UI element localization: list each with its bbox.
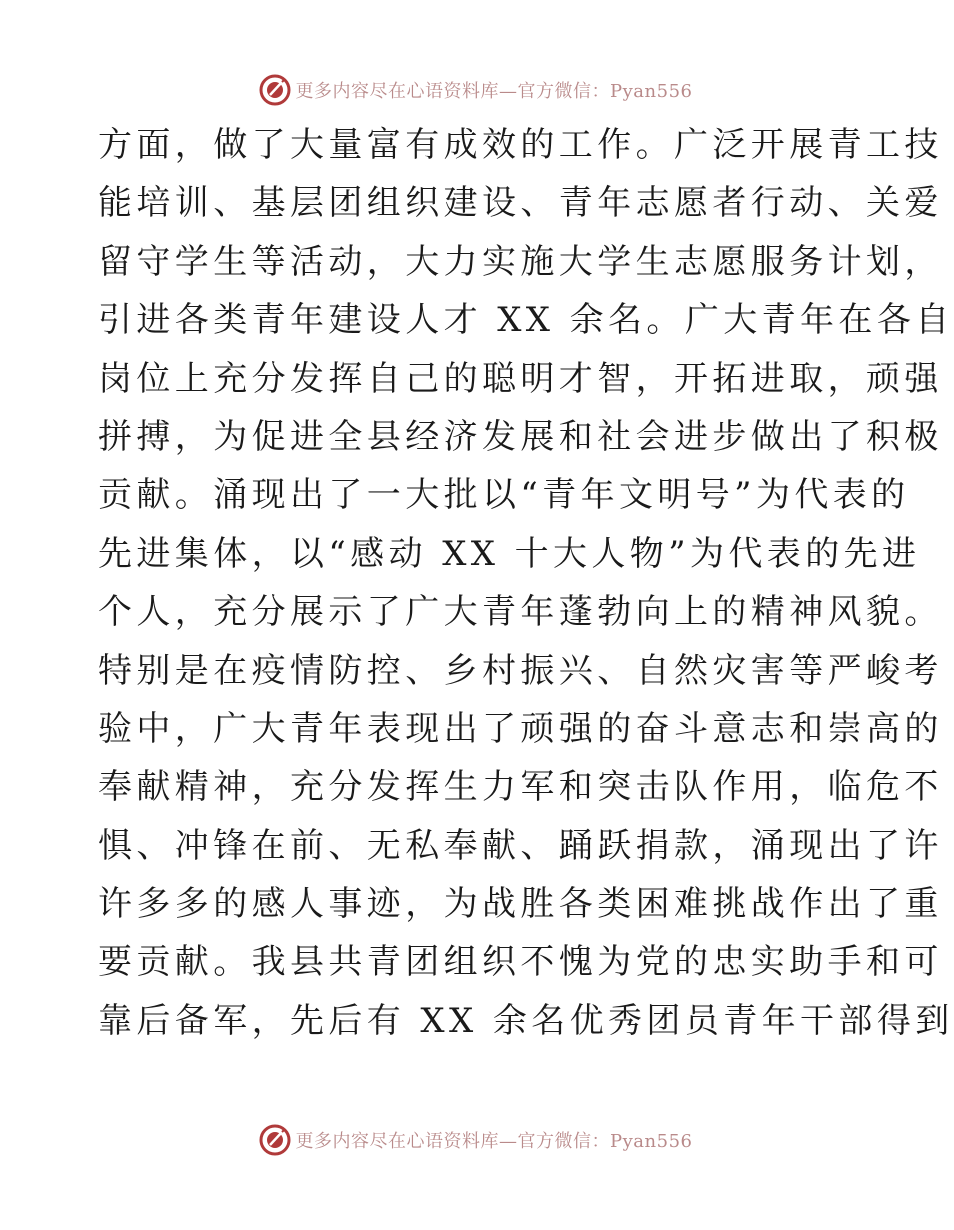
header-banner-text: 更多内容尽在心语资料库—官方微信：Pyan556 [295, 81, 693, 102]
body-line: 留守学生等活动，大力实施大学生志愿服务计划， [98, 241, 943, 282]
header-banner [0, 70, 950, 110]
body-line: 个人，充分展示了广大青年蓬勃向上的精神风貌。 [98, 592, 943, 633]
brand-logo-icon [258, 1123, 292, 1157]
body-line: 靠后备军，先后有 XX 余名优秀团员青年干部得到 [98, 1000, 954, 1041]
body-line: 能培训、基层团组织建设、青年志愿者行动、关爱 [98, 183, 943, 224]
body-line: 方面，做了大量富有成效的工作。广泛开展青工技 [98, 125, 943, 165]
body-line: 要贡献。我县共青团组织不愧为党的忠实助手和可 [98, 942, 943, 983]
body-line: 惧、冲锋在前、无私奉献、踊跃捐款，涌现出了许 [98, 825, 943, 866]
body-line: 岗位上充分发挥自己的聪明才智，开拓进取，顽强 [98, 358, 943, 399]
brand-logo-icon [258, 73, 292, 107]
footer-banner [0, 1120, 950, 1160]
body-line: 拼搏，为促进全县经济发展和社会进步做出了积极 [98, 416, 943, 457]
body-line: 贡献。涌现出了一大批以“青年文明号”为代表的 [98, 475, 910, 516]
body-line: 特别是在疫情防控、乡村振兴、自然灾害等严峻考 [98, 650, 943, 691]
body-line: 奉献精神，充分发挥生力军和突击队作用，临危不 [98, 767, 943, 808]
body-line: 验中，广大青年表现出了顽强的奋斗意志和崇高的 [98, 708, 943, 749]
document-body [98, 116, 954, 1050]
body-line: 先进集体，以“感动 XX 十大人物”为代表的先进 [98, 533, 921, 574]
body-line: 许多多的感人事迹，为战胜各类困难挑战作出了重 [98, 884, 943, 925]
body-line: 引进各类青年建设人才 XX 余名。广大青年在各自 [98, 300, 954, 341]
footer-banner-text: 更多内容尽在心语资料库—官方微信：Pyan556 [295, 1131, 693, 1152]
